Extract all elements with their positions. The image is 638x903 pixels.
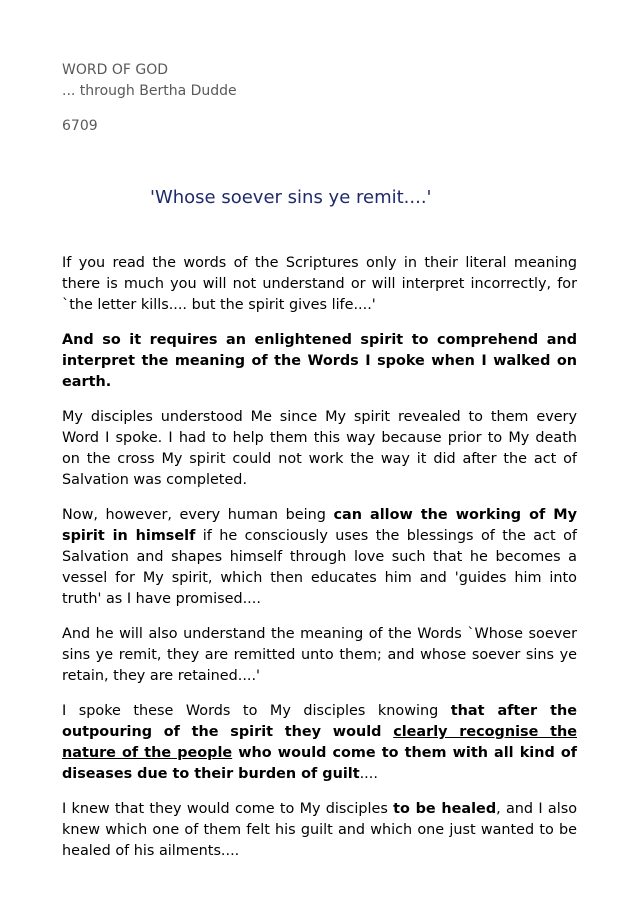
paragraph-7-text-a: I knew that they would come to My disciples [62, 801, 394, 817]
header-title: WORD OF GOD [62, 62, 168, 78]
paragraph-4-text-c: if he consciously uses the blessings of the act of Salvation and shapes himself through love such that he becomes a vessel for My spirit, which then educates him and 'guides him into truth' as I have promised.... [62, 528, 577, 607]
document-number: 6709 [62, 118, 98, 134]
paragraph-6-bold: that after the outpouring of the spirit they would [62, 703, 578, 740]
paragraph-6-bold-underlined: clearly recognise the nature of the people [62, 724, 577, 761]
paragraph-4-bold: can allow the working of My spirit in himself [62, 507, 577, 544]
paragraph-6-ellipsis: .... [359, 766, 378, 782]
paragraph-7-text-c: , and I also knew which one of them felt his guilt and which one just wanted to be healed of his ailments.... [62, 801, 578, 859]
message-body [62, 253, 577, 862]
paragraph-6-text-a: I spoke these Words to My disciples knowing [62, 703, 451, 719]
paragraph-6-bold-end: who would come to them with all kind of diseases due to their burden of guilt [62, 745, 577, 782]
paragraph-4-text-a: Now, however, every human being [62, 507, 334, 523]
paragraph-4 [62, 505, 577, 610]
paragraph-5: And he will also understand the meaning of the Words `Whose soever sins ye remit, they are remitted unto them; and whose soever sins ye retain, they are retained....' [62, 626, 577, 684]
header-author: ... through Bertha Dudde [62, 83, 237, 99]
message-title: 'Whose soever sins ye remit....' [150, 187, 432, 208]
paragraph-3: My disciples understood Me since My spirit revealed to them every Word I spoke. I had to help them this way because prior to My death on the cross My spirit could not work the way it did after the act of Salvation was completed. [62, 409, 577, 488]
paragraph-7-bold: to be healed [393, 801, 497, 817]
paragraph-2: And so it requires an enlightened spirit to comprehend and interpret the meaning of the Words I spoke when I walked on earth. [62, 332, 577, 390]
paragraph-1: If you read the words of the Scriptures only in their literal meaning there is much you will not understand or will interpret incorrectly, for `the letter kills.... but the spirit gives life....' [62, 255, 577, 313]
paragraph-7 [62, 799, 577, 862]
paragraph-6 [62, 701, 577, 785]
